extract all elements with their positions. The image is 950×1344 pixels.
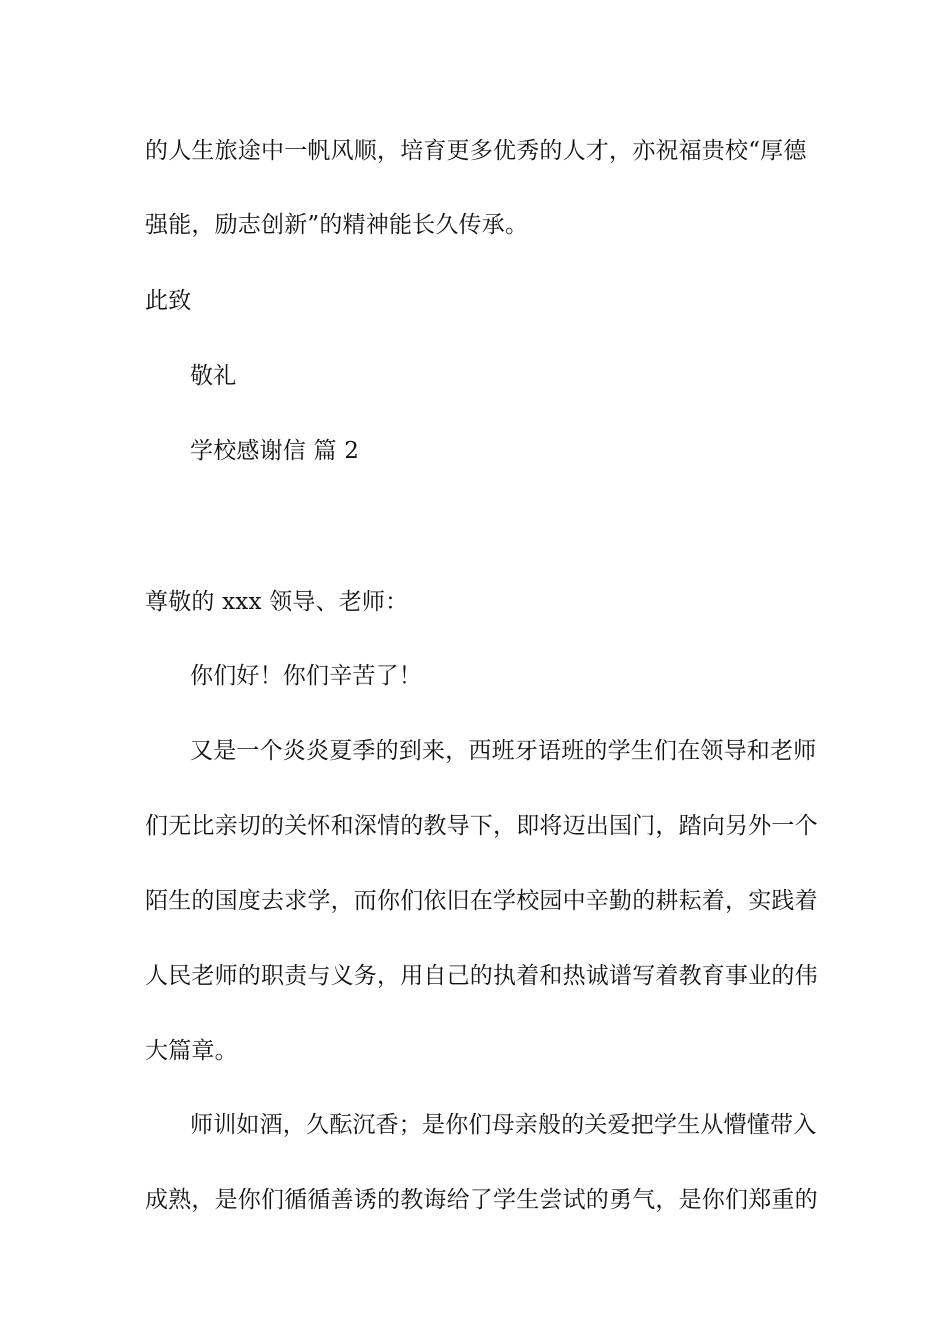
section-heading: 学校感谢信 篇 2 (190, 438, 360, 464)
text-line: 人民老师的职责与义务，用自己的执着和热诚谱写着教育事业的伟 (145, 963, 818, 989)
closing-phrase: 此致 (145, 288, 192, 314)
text-line: 大篇章。 (145, 1038, 238, 1064)
letter-greeting: 尊敬的 xxx 领导、老师： (145, 589, 409, 615)
text-line: 师训如酒，久酝沉香；是你们母亲般的关爱把学生从懵懂带入 (190, 1112, 817, 1138)
text-line: 你们好！你们辛苦了！ (190, 663, 422, 689)
text-line: 强能，励志创新”的精神能长久传承。 (145, 212, 529, 238)
text-line: 陌生的国度去求学，而你们依旧在学校园中辛勤的耕耘着，实践着 (145, 888, 818, 914)
text-line: 们无比亲切的关怀和深情的教导下，即将迈出国门，踏向另外一个 (145, 813, 818, 839)
text-line: 又是一个炎炎夏季的到来，西班牙语班的学生们在领导和老师 (190, 738, 817, 764)
salutation: 敬礼 (190, 363, 237, 389)
text-line: 成熟，是你们循循善诱的教诲给了学生尝试的勇气，是你们郑重的 (145, 1187, 818, 1213)
text-line: 的人生旅途中一帆风顺，培育更多优秀的人才，亦祝福贵校“厚德 (145, 138, 807, 164)
